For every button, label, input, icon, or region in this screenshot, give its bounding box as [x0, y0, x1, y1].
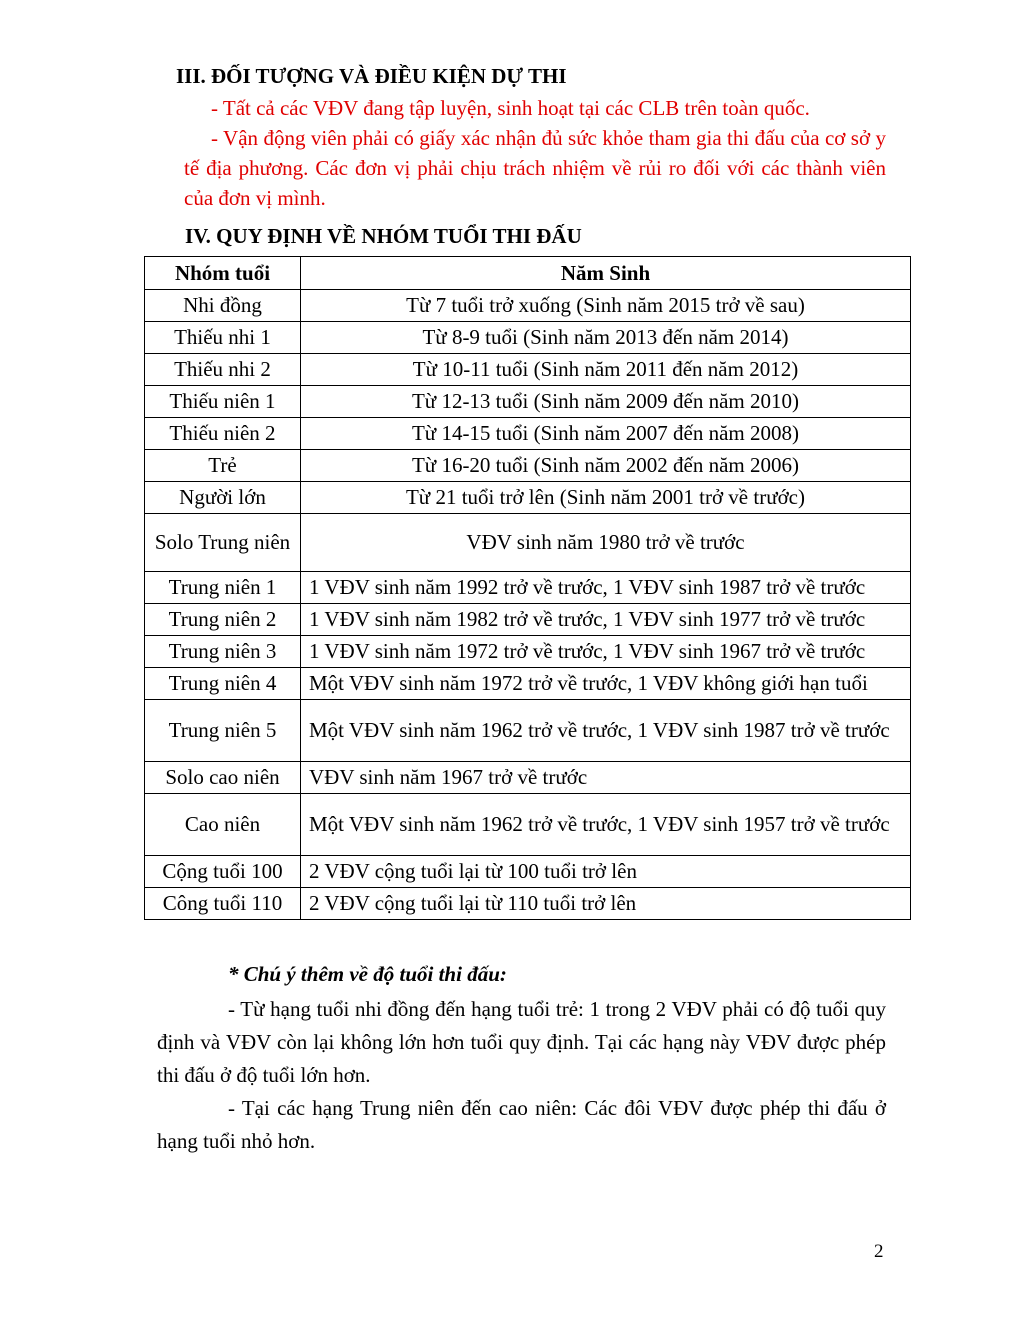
table-row: [145, 668, 911, 700]
birth-year-cell: 1 VĐV sinh năm 1982 trở về trước, 1 VĐV sinh 1977 trở về trước: [301, 604, 911, 636]
table-row: [145, 604, 911, 636]
table-row: [145, 794, 911, 856]
table-row: [145, 636, 911, 668]
age-group-cell: Thiếu niên 1: [145, 386, 301, 418]
birth-year-cell: Từ 16-20 tuổi (Sinh năm 2002 đến năm 2006): [301, 450, 911, 482]
age-group-cell: Trung niên 4: [145, 668, 301, 700]
table-header-row: [145, 257, 911, 290]
table-row: [145, 856, 911, 888]
table-row: [145, 386, 911, 418]
age-group-cell: Nhi đồng: [145, 290, 301, 322]
age-group-cell: Thiếu niên 2: [145, 418, 301, 450]
age-group-cell: Solo cao niên: [145, 762, 301, 794]
table-row: [145, 418, 911, 450]
birth-year-cell: Từ 8-9 tuổi (Sinh năm 2013 đến năm 2014): [301, 322, 911, 354]
age-group-cell: Trung niên 5: [145, 700, 301, 762]
birth-year-cell: 2 VĐV cộng tuổi lại từ 100 tuổi trở lên: [301, 856, 911, 888]
birth-year-cell: Một VĐV sinh năm 1962 trở về trước, 1 VĐV sinh 1957 trở về trước: [301, 794, 911, 856]
column-header-group: Nhóm tuổi: [145, 257, 301, 290]
birth-year-cell: VĐV sinh năm 1980 trở về trước: [301, 514, 911, 572]
birth-year-cell: Từ 12-13 tuổi (Sinh năm 2009 đến năm 2010): [301, 386, 911, 418]
age-group-cell: Thiếu nhi 2: [145, 354, 301, 386]
section-3-bullet-1: - Tất cả các VĐV đang tập luyện, sinh hoạt tại các CLB trên toàn quốc.: [211, 96, 810, 120]
birth-year-cell: Một VĐV sinh năm 1962 trở về trước, 1 VĐV sinh 1987 trở về trước: [301, 700, 911, 762]
age-group-cell: Trẻ: [145, 450, 301, 482]
age-group-cell: Thiếu nhi 1: [145, 322, 301, 354]
birth-year-cell: Từ 21 tuổi trở lên (Sinh năm 2001 trở về trước): [301, 482, 911, 514]
birth-year-cell: 1 VĐV sinh năm 1992 trở về trước, 1 VĐV sinh 1987 trở về trước: [301, 572, 911, 604]
birth-year-cell: Từ 10-11 tuổi (Sinh năm 2011 đến năm 2012): [301, 354, 911, 386]
section-4-heading: IV. QUY ĐỊNH VỀ NHÓM TUỔI THI ĐẤU: [185, 224, 582, 248]
birth-year-cell: Từ 7 tuổi trở xuống (Sinh năm 2015 trở về sau): [301, 290, 911, 322]
birth-year-cell: 1 VĐV sinh năm 1972 trở về trước, 1 VĐV sinh 1967 trở về trước: [301, 636, 911, 668]
table-row: [145, 762, 911, 794]
note-paragraph-2: - Tại các hạng Trung niên đến cao niên: Các đôi VĐV được phép thi đấu ở hạng tuổi nhỏ hơn.: [157, 1096, 886, 1153]
table-row: [145, 450, 911, 482]
table-row: [145, 888, 911, 920]
age-group-cell: Trung niên 1: [145, 572, 301, 604]
birth-year-cell: 2 VĐV cộng tuổi lại từ 110 tuổi trở lên: [301, 888, 911, 920]
table-row: [145, 700, 911, 762]
note-title: * Chú ý thêm về độ tuổi thi đấu:: [228, 962, 507, 986]
birth-year-cell: VĐV sinh năm 1967 trở về trước: [301, 762, 911, 794]
age-group-cell: Người lớn: [145, 482, 301, 514]
table-row: [145, 354, 911, 386]
table-row: [145, 290, 911, 322]
age-group-cell: Trung niên 2: [145, 604, 301, 636]
page-number: 2: [874, 1241, 884, 1262]
birth-year-cell: Từ 14-15 tuổi (Sinh năm 2007 đến năm 2008): [301, 418, 911, 450]
age-group-table: [144, 256, 911, 920]
age-group-cell: Cộng tuổi 100: [145, 856, 301, 888]
age-group-cell: Công tuổi 110: [145, 888, 301, 920]
age-group-cell: Trung niên 3: [145, 636, 301, 668]
table-row: [145, 322, 911, 354]
section-3-heading: III. ĐỐI TƯỢNG VÀ ĐIỀU KIỆN DỰ THI: [176, 64, 567, 88]
section-3-bullet-2: - Vận động viên phải có giấy xác nhận đủ sức khỏe tham gia thi đấu của cơ sở y tế địa phương. Các đơn vị phải chịu trách nhiệm về rủi ro đối với các thành viên của đơn vị mình.: [184, 126, 886, 210]
column-header-birth: Năm Sinh: [301, 257, 911, 290]
table-row: [145, 482, 911, 514]
birth-year-cell: Một VĐV sinh năm 1972 trở về trước, 1 VĐV không giới hạn tuổi: [301, 668, 911, 700]
age-group-cell: Solo Trung niên: [145, 514, 301, 572]
table-row: [145, 514, 911, 572]
note-paragraph-1: - Từ hạng tuổi nhi đồng đến hạng tuổi trẻ: 1 trong 2 VĐV phải có độ tuổi quy định và VĐV còn lại không lớn hơn tuổi quy định. Tại các hạng này VĐV được phép thi đấu ở độ tuổi lớn hơn.: [157, 997, 886, 1087]
table-row: [145, 572, 911, 604]
age-group-cell: Cao niên: [145, 794, 301, 856]
